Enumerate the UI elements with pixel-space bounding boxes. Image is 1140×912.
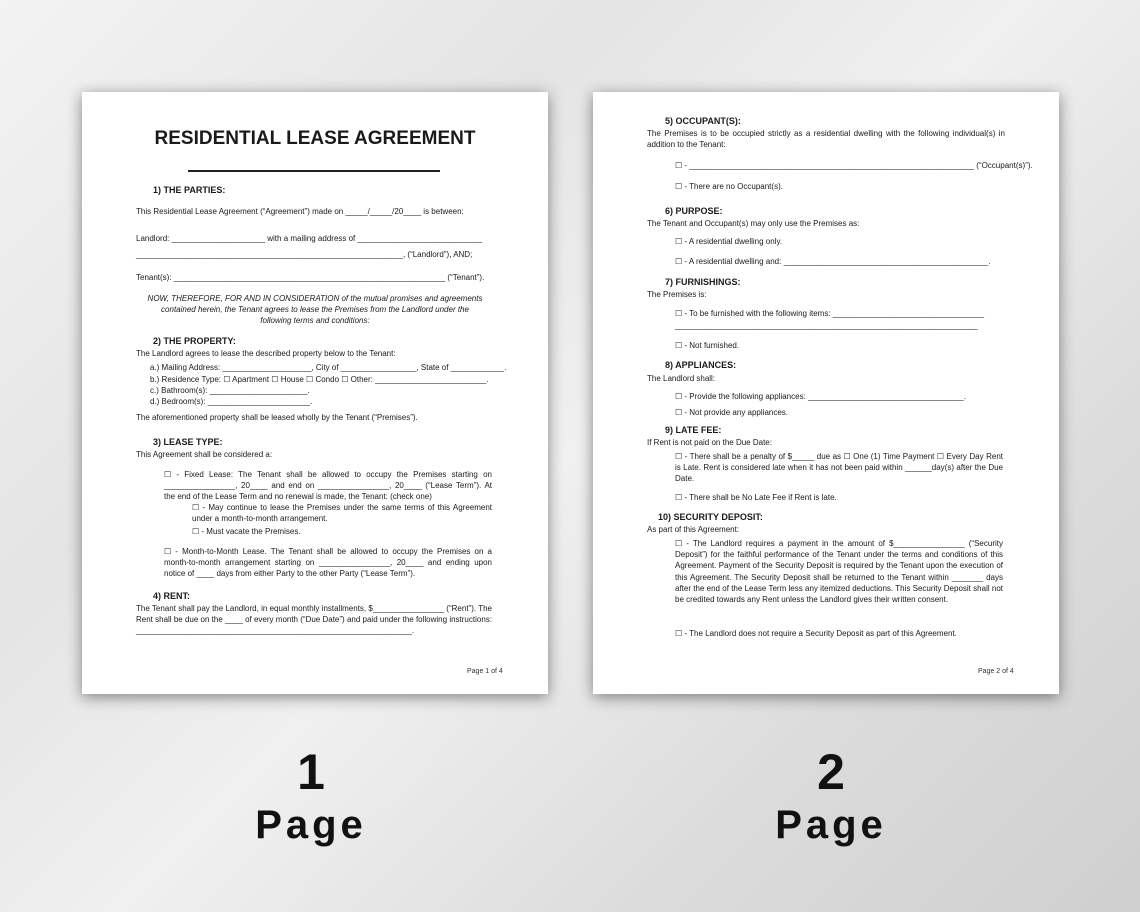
purpose-intro: The Tenant and Occupant(s) may only use the Premises as: [647,219,860,228]
landlord-line: Landlord: _____________________ with a mailing address of ____________________________ [136,234,483,243]
no-security-deposit-option: ☐ - The Landlord does not require a Security Deposit as part of this Agreement. [675,629,957,638]
page-number: Page 2 of 4 [978,668,1014,675]
occupants-paragraph: The Premises is to be occupied strictly as a residential dwelling with the following individual(s) in addition to the Tenant: [647,129,1005,150]
security-deposit-required-option: ☐ - The Landlord requires a payment in the amount of $________________ (“Security Deposit”) for the faithful performance of the Tenant under the terms and conditions of this Agreement. Payment of the Security Deposit is required by the Tenant upon the execution of this Agreement. The Security Deposit shall be returned to the Tenant within _______ days after the end of the Lease Term less any itemized deductions. This Security Deposit shall not be credited towards any Rent unless the Landlord gives their written consent. [675,539,1003,605]
purpose-dwelling-only-option: ☐ - A residential dwelling only. [675,237,783,246]
furnished-option: ☐ - To be furnished with the following items: __________________________________ [675,309,985,318]
property-mailing-address: a.) Mailing Address: ____________________, City of _________________, State of ____________. [150,363,507,372]
landlord-address-line: ____________________________________________________________, (“Landlord”), AND; [136,250,473,259]
consideration-paragraph: NOW, THEREFORE, FOR AND IN CONSIDERATION of the mutual promises and agreements contained herein, the Tenant agrees to lease the Premises from the Landlord under the following terms and conditions: [147,294,483,326]
page-label-word-1: Page [255,803,367,847]
document-page-2 [593,92,1059,694]
purpose-dwelling-and-option: ☐ - A residential dwelling and: ______________________________________________. [675,257,991,266]
property-bedrooms: d.) Bedroom(s): _______________________. [150,397,313,406]
title-underline [188,170,440,172]
section-heading-property: 2) THE PROPERTY: [153,336,236,346]
security-deposit-intro: As part of this Agreement: [647,525,740,534]
section-heading-parties: 1) THE PARTIES: [153,185,226,195]
section-heading-rent: 4) RENT: [153,591,191,601]
fixed-lease-continue-option: ☐ - May continue to lease the Premises under the same terms of this Agreement under a month-to-month arrangement. [192,503,492,524]
furnished-items-line: ____________________________________________________________________ [675,321,978,330]
no-late-fee-option: ☐ - There shall be No Late Fee if Rent is late. [675,493,837,502]
document-page-1 [82,92,548,694]
fixed-lease-option: ☐ - Fixed Lease: The Tenant shall be allowed to occupy the Premises starting on ________________, 20____ and end on ________________, 20____ (“Lease Term”). At the end of the Lease Term and no renewal is made, the Tenant: (check one) [164,470,492,502]
provide-appliances-option: ☐ - Provide the following appliances: ___________________________________. [675,392,966,401]
parties-date-line: This Residential Lease Agreement (“Agreement”) made on _____/_____/20____ is between: [136,207,464,216]
no-occupants-option: ☐ - There are no Occupant(s). [675,182,783,191]
page-label-number-2: 2 [817,744,845,800]
section-heading-furnishings: 7) FURNISHINGS: [665,277,741,287]
no-appliances-option: ☐ - Not provide any appliances. [675,408,789,417]
page-number: Page 1 of 4 [467,668,503,675]
occupants-list-option: ☐ - ________________________________________________________________ (“Occupant(s)”). [675,161,1033,170]
page-label-word-2: Page [775,803,887,847]
section-heading-late-fee: 9) LATE FEE: [665,425,722,435]
document-title: RESIDENTIAL LEASE AGREEMENT [154,128,476,149]
section-heading-occupants: 5) OCCUPANT(S): [665,116,741,126]
rent-paragraph: The Tenant shall pay the Landlord, in equal monthly installments, $________________ (“Rent”). The Rent shall be due on the ____ of every month (“Due Date”) and paid under the following instructions: ______________________________________________________________. [136,604,492,636]
section-heading-appliances: 8) APPLIANCES: [665,360,737,370]
page-label-number-1: 1 [297,744,325,800]
tenant-line: Tenant(s): _____________________________________________________________ (“Tenant”). [136,273,485,282]
section-heading-lease-type: 3) LEASE TYPE: [153,437,223,447]
property-premises-line: The aforementioned property shall be leased wholly by the Tenant (“Premises”). [136,413,418,422]
appliances-intro: The Landlord shall: [647,374,716,383]
lease-type-intro: This Agreement shall be considered a: [136,450,273,459]
late-fee-penalty-option: ☐ - There shall be a penalty of $_____ due as ☐ One (1) Time Payment ☐ Every Day Rent is Late. Rent is considered late when it has not been paid within ______day(s) after the Due Date. [675,452,1003,484]
property-intro: The Landlord agrees to lease the described property below to the Tenant: [136,349,396,358]
section-heading-purpose: 6) PURPOSE: [665,206,723,216]
section-heading-security-deposit: 10) SECURITY DEPOSIT: [658,512,763,522]
property-bathrooms: c.) Bathroom(s): ______________________. [150,386,310,395]
not-furnished-option: ☐ - Not furnished. [675,341,740,350]
late-fee-intro: If Rent is not paid on the Due Date: [647,438,772,447]
fixed-lease-vacate-option: ☐ - Must vacate the Premises. [192,527,301,536]
property-residence-type: b.) Residence Type: ☐ Apartment ☐ House ☐ Condo ☐ Other: _________________________. [150,375,489,384]
furnishings-intro: The Premises is: [647,290,707,299]
month-to-month-option: ☐ - Month-to-Month Lease. The Tenant shall be allowed to occupy the Premises on a month-to-month arrangement starting on ________________, 20____ and ending upon notice of ____ days from either Party to the other Party (“Lease Term”). [164,547,492,579]
